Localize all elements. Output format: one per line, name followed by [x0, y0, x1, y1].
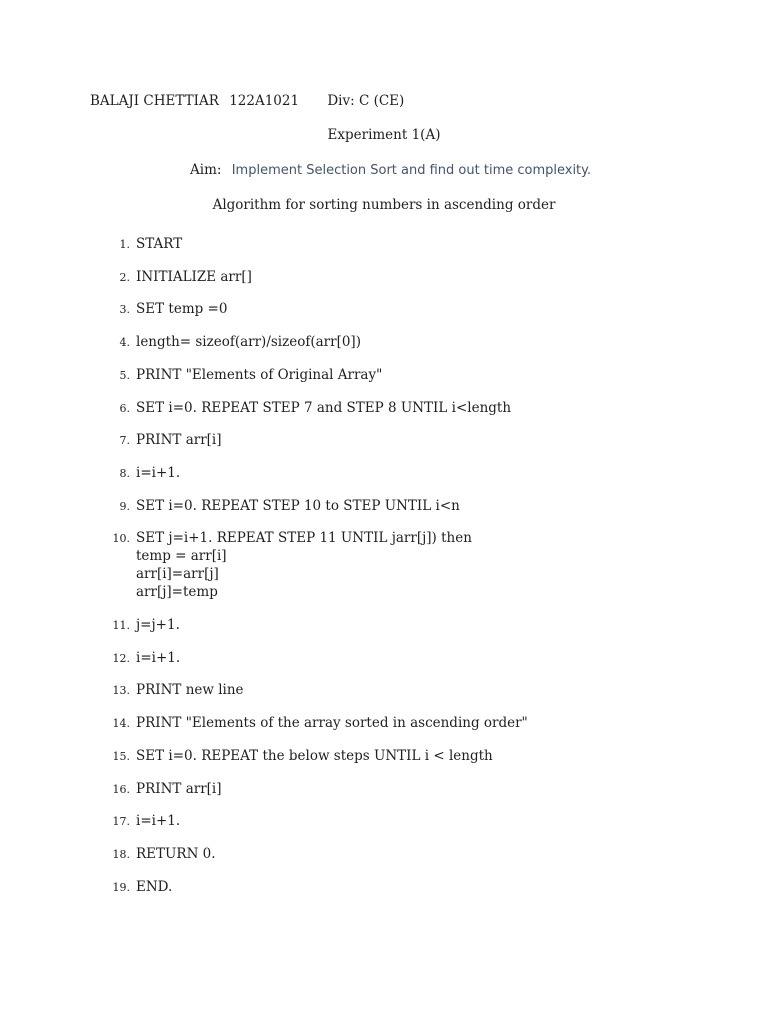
step-number: 13.: [112, 684, 130, 698]
step-number: 4.: [119, 336, 130, 350]
aim-text: Implement Selection Sort and find out time complexity.: [231, 163, 592, 178]
step-line: arr[j]=temp: [136, 584, 218, 601]
step-line: arr[i]=arr[j]: [136, 566, 219, 583]
step-line: i=i+1.: [136, 813, 181, 830]
aim-label: Aim:: [190, 162, 222, 178]
step-line: SET temp =0: [136, 301, 228, 318]
step-number: 9.: [119, 499, 130, 513]
student-name: BALAJI CHETTIAR: [90, 93, 219, 109]
step-line: j=j+1.: [136, 617, 180, 633]
step-line: INITIALIZE arr[]: [136, 268, 252, 285]
aim-line: [190, 162, 591, 178]
step-number: 5.: [119, 368, 130, 382]
step-text: [136, 464, 180, 482]
step-text: [136, 431, 222, 449]
step-number: 17.: [112, 815, 130, 829]
step-text: [136, 714, 528, 732]
student-header: [90, 93, 404, 109]
step-line: SET j=i+1. REPEAT STEP 11 UNTIL jarr[j]) then: [136, 530, 472, 547]
step-number: 11.: [112, 619, 130, 632]
step-line: temp = arr[i]: [136, 548, 227, 565]
step-text: [136, 300, 227, 318]
step-text: [136, 399, 511, 417]
step-text: [136, 649, 180, 667]
step-number: 1.: [119, 238, 130, 251]
step-line: length= sizeof(arr)/sizeof(arr[0]): [136, 334, 361, 351]
step-number: 16.: [112, 782, 130, 796]
step-text: [136, 681, 244, 699]
step-text: [136, 616, 180, 634]
step-number: 15.: [112, 749, 130, 763]
step-line: PRINT arr[i]: [136, 432, 222, 449]
step-number: 8.: [119, 466, 130, 480]
step-line: i=i+1.: [136, 464, 181, 481]
step-text: [136, 497, 460, 515]
step-line: START: [136, 236, 183, 252]
step-line: PRINT arr[i]: [136, 780, 222, 797]
step-line: SET i=0. REPEAT STEP 10 to STEP UNTIL i<n: [136, 497, 460, 514]
step-text: [136, 268, 252, 286]
step-line: END.: [136, 878, 173, 895]
step-number: 14.: [112, 717, 130, 731]
step-text: [136, 812, 180, 830]
step-text: [136, 235, 182, 253]
step-line: SET i=0. REPEAT the below steps UNTIL i < length: [136, 747, 493, 764]
step-number: 19.: [112, 880, 130, 894]
step-line: RETURN 0.: [136, 845, 216, 862]
step-text: [136, 747, 493, 765]
step-text: [136, 366, 382, 384]
step-number: 7.: [119, 434, 130, 448]
step-number: 3.: [119, 303, 130, 317]
step-line: i=i+1.: [136, 649, 181, 666]
step-number: 10.: [112, 532, 130, 546]
step-line: SET i=0. REPEAT STEP 7 and STEP 8 UNTIL i<length: [136, 399, 512, 416]
step-text: [136, 529, 472, 601]
step-number: 18.: [112, 847, 130, 861]
roll-number: 122A1021: [229, 93, 300, 109]
step-number: 12.: [112, 651, 130, 665]
algorithm-heading: Algorithm for sorting numbers in ascending order: [212, 197, 556, 213]
experiment-title: Experiment 1(A): [327, 127, 441, 143]
step-text: [136, 780, 222, 798]
step-text: [136, 878, 172, 896]
step-line: PRINT "Elements of the array sorted in ascending order": [136, 715, 528, 732]
step-line: PRINT new line: [136, 682, 244, 699]
division: Div: C (CE): [327, 93, 405, 109]
step-text: [136, 845, 216, 863]
step-line: PRINT "Elements of Original Array": [136, 366, 383, 383]
step-number: 6.: [119, 401, 130, 415]
step-text: [136, 333, 361, 351]
step-number: 2.: [119, 270, 130, 284]
